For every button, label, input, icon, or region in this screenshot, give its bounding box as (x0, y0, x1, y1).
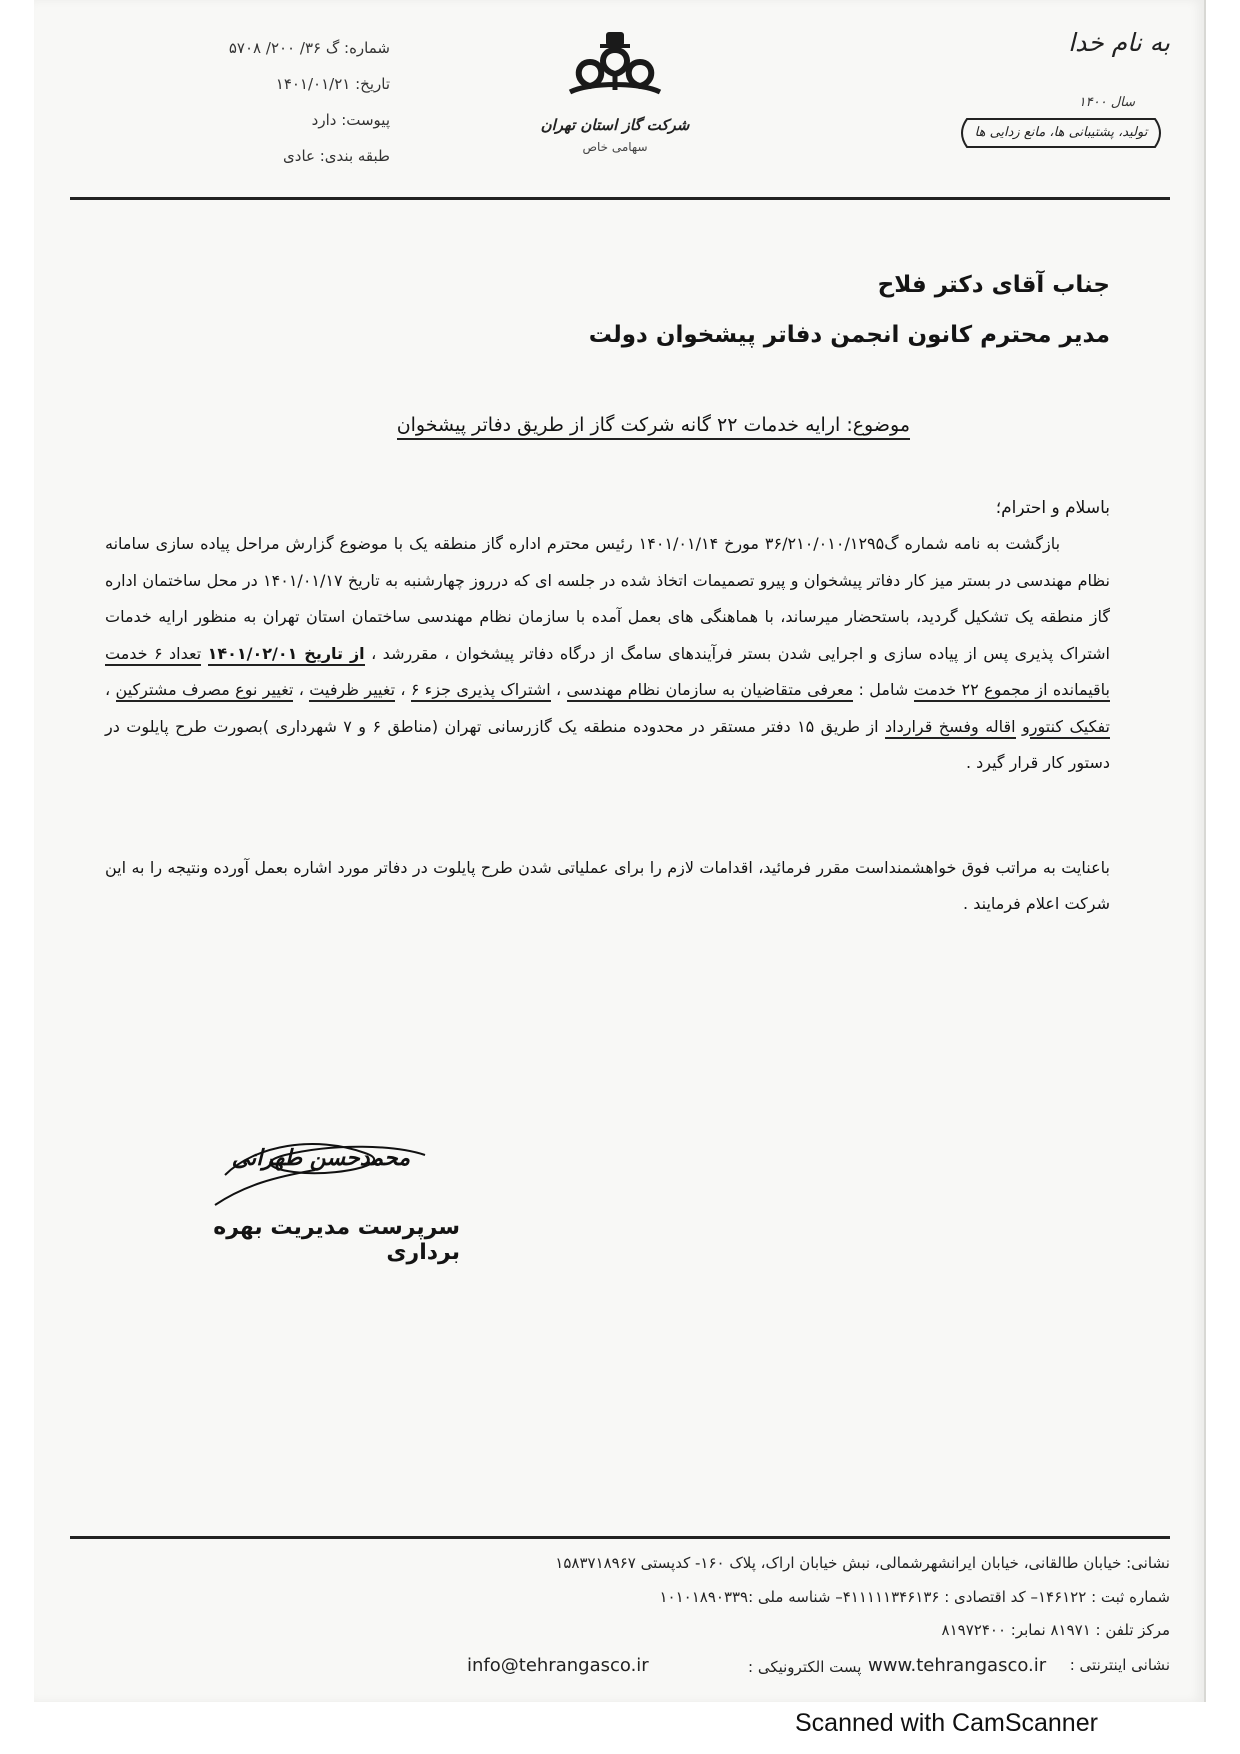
service-item: تفکیک کنتور (1030, 717, 1110, 739)
addressee-name: جناب آقای دکتر فلاح (877, 272, 1110, 298)
service-item: تغییر ظرفیت (309, 680, 395, 702)
effective-date: از تاریخ ۱۴۰۱/۰۲/۰۱ (208, 644, 365, 666)
greeting: باسلام و احترام؛ (995, 498, 1110, 518)
service-item: تغییر نوع مصرف مشترکین (116, 680, 294, 702)
year-slogan: تولید، پشتیبانی ها، مانع زدایی ها (974, 125, 1148, 140)
footer-divider (70, 1536, 1170, 1539)
company-name: شرکت گاز استان تهران (540, 116, 690, 134)
letter-metadata (150, 30, 390, 174)
nigc-flame-icon (560, 30, 670, 110)
company-type: سهامی خاص (582, 140, 648, 154)
year-label: سال ۱۴۰۰ (1078, 95, 1135, 110)
service-count: تعداد ۶ خدمت باقیمانده از مجموع ۲۲ خدمت (105, 644, 1110, 703)
body-text: بازگشت به نامه شماره گ۳۶/۲۱۰/۰۱۰/۱۲۹۵ مورخ ۱۴۰۱/۰۱/۱۴ رئیس محترم اداره گاز منطقه یک با موضوع گزارش مراحل پیاده سازی سامانه نظام مهندسی در بستر میز کار دفاتر پیشخوان و پیرو تصمیمات اتخاذ شده در جلسه ای که درروز چهارشنبه به تاریخ ۱۴۰۱/۰۱/۱۷ در محل ساختمان اداره گاز منطقه یک تشکیل گردید، باستحضار میرساند، با هماهنگی های بعمل آمده با سازمان نظام مهندسی ساختمان استان تهران به منظور ارایه خدمات اشتراک پذیری پس از پیاده سازی و اجرایی شدن بستر فرآیندهای سامگ از درگاه دفاتر پیشخوان ، مقررشد ، (105, 534, 1110, 663)
footer-website-label: نشانی اینترنتی : (1069, 1656, 1170, 1674)
footer-email-label: پست الکترونیکی : (748, 1658, 862, 1676)
body-text: و (1022, 716, 1030, 736)
addressee-title: مدیر محترم کانون انجمن دفاتر پیشخوان دولت (588, 322, 1110, 348)
footer-website[interactable]: www.tehrangasco.ir (868, 1655, 1047, 1676)
body-text: شامل : (858, 680, 909, 699)
footer-address: نشانی: خیابان طالقانی، خیابان ایرانشهرشمالی، نبش خیابان اراک، پلاک ۱۶۰- کدپستی ۱۵۸۳۷۱۸۹۶۷ (555, 1554, 1170, 1572)
footer-registration: شماره ثبت : ۱۴۶۱۲۲– کد اقتصادی : ۴۱۱۱۱۱۳۴۶۱۳۶– شناسه ملی :۱۰۱۰۱۸۹۰۳۳۹ (659, 1588, 1170, 1606)
letter-subject: موضوع: ارایه خدمات ۲۲ گانه شرکت گاز از طریق دفاتر پیشخوان (397, 414, 910, 440)
body-text: از طریق ۱۵ دفتر مستقر در محدوده منطقه یک گازرسانی تهران (مناطق ۶ و ۷ شهرداری )بصورت طرح پایلوت در دستور کار قرار گیرد . (105, 716, 1110, 772)
footer-email[interactable]: info@tehrangasco.ir (467, 1655, 649, 1676)
letter-attachment: پیوست: دارد (311, 111, 390, 129)
service-item: اشتراک پذیری جزء ۶ (411, 680, 551, 702)
service-item: معرفی متقاضیان به سازمان نظام مهندسی (567, 680, 854, 702)
basmala: به نام خدا (1068, 28, 1170, 57)
footer-phone: مرکز تلفن : ۸۱۹۷۱ نمابر: ۸۱۹۷۲۴۰۰ (941, 1621, 1170, 1639)
header-divider (70, 197, 1170, 200)
signer-name: محمدحسن طهرانی (231, 1145, 410, 1171)
body-paragraph-1: بازگشت به نامه شماره گ۳۶/۲۱۰/۰۱۰/۱۲۹۵ مورخ ۱۴۰۱/۰۱/۱۴ رئیس محترم اداره گاز منطقه یک با موضوع گزارش مراحل پیاده سازی سامانه نظام مهندسی در بستر میز کار دفاتر پیشخوان و پیرو تصمیمات اتخاذ شده در جلسه ای که درروز چهارشنبه به تاریخ ۱۴۰۱/۰۱/۱۷ در محل ساختمان اداره گاز منطقه یک تشکیل گردید، باستحضار میرساند، با هماهنگی های بعمل آمده با سازمان نظام مهندسی ساختمان استان تهران به منظور ارایه خدمات اشتراک پذیری پس از پیاده سازی و اجرایی شدن بستر فرآیندهای سامگ از درگاه دفاتر پیشخوان ، مقررشد ، از تاریخ ۱۴۰۱/۰۲/۰۱ تعداد ۶ خدمت باقیمانده از مجموع ۲۲ خدمت شامل : معرفی متقاضیان به سازمان نظام مهندسی ، اشتراک پذیری جزء ۶ ، تغییر ظرفیت ، تغییر نوع مصرف مشترکین ، تفکیک کنتورو اقاله وفسخ قرارداد از طریق ۱۵ دفتر مستقر در محدوده منطقه یک گازرسانی تهران (مناطق ۶ و ۷ شهرداری )بصورت طرح پایلوت در دستور کار قرار گیرد . (105, 534, 1111, 772)
year-slogan-box (955, 115, 1167, 151)
letter-date: تاریخ: ۱۴۰۱/۰۱/۲۱ (275, 75, 390, 93)
service-item: اقاله وفسخ قرارداد (885, 717, 1016, 739)
scanner-watermark: Scanned with CamScanner (795, 1709, 1098, 1737)
company-logo (540, 30, 690, 180)
body-paragraph-2: باعنایت به مراتب فوق خواهشمنداست مقرر فرمائید، اقدامات لازم را برای عملیاتی شدن طرح پایلوت در دفاتر مورد اشاره بعمل آورده ونتیجه را به این شرکت اعلام فرمایند . (105, 858, 1110, 913)
letter-classification: طبقه بندی: عادی (283, 147, 390, 165)
signer-title: سرپرست مدیریت بهره برداری (213, 1215, 460, 1265)
letter-number: شماره: گ ۳۶/ ۲۰۰/ ۵۷۰۸ (228, 39, 390, 57)
